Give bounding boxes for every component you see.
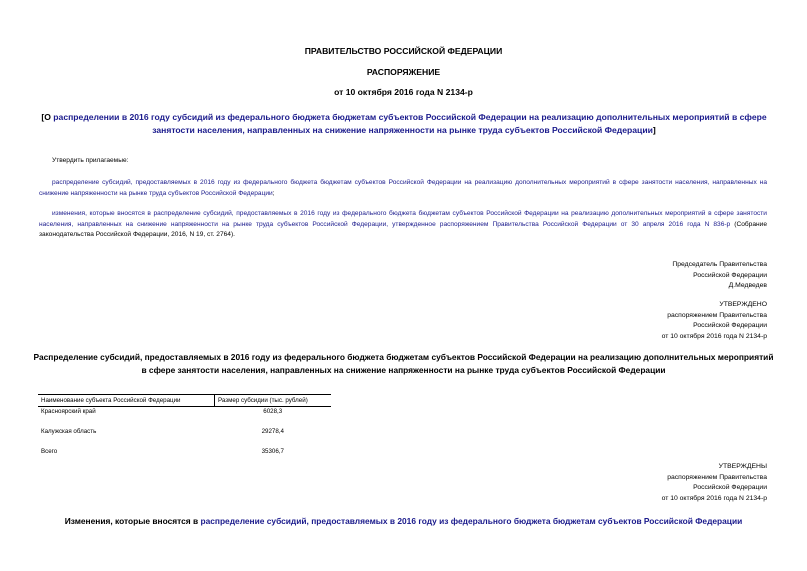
document-type-heading: РАСПОРЯЖЕНИЕ: [366, 67, 441, 77]
document-title: [34, 111, 774, 136]
table-row: [38, 407, 331, 428]
approved1-line-4: от 10 октября 2016 года N 2134-р: [661, 332, 767, 340]
section2-link[interactable]: распределение субсидий, предоставляемых в 2016 году из федерального бюджета бюджетам субъектов Российской Федерации: [200, 516, 743, 526]
approved2-line-2: распоряжением Правительства: [667, 473, 767, 481]
title-link[interactable]: распределении в 2016 году субсидий из федерального бюджета бюджетам субъектов Российской Федерации на реализацию дополнительных мероприятий в сфере занятости населения, направленных на снижение напряженности на рынке труда субъектов Российской Федерации: [53, 112, 767, 135]
signature-block: [567, 260, 767, 292]
table-cell-amount: 35306,7: [261, 448, 284, 455]
government-heading: ПРАВИТЕЛЬСТВО РОССИЙСКОЙ ФЕДЕРАЦИИ: [304, 46, 503, 56]
approved2-line-4: от 10 октября 2016 года N 2134-р: [661, 494, 767, 502]
table-cell-amount: 6028,3: [263, 408, 283, 415]
approved1-line-3: Российской Федерации: [693, 322, 767, 330]
section2-title: [30, 515, 777, 528]
item1-suffix: ;: [272, 189, 275, 197]
approved-block-1: [567, 300, 767, 342]
signature-line-1: Председатель Правительства: [672, 261, 767, 268]
document-date-number: от 10 октября 2016 года N 2134-р: [334, 87, 473, 97]
subsidy-table: [38, 394, 331, 467]
table-row: [38, 447, 331, 467]
approved-block-2: [567, 462, 767, 504]
section2-prefix: Изменения, которые вносятся в: [64, 516, 201, 526]
item2-link[interactable]: изменения, которые вносятся в распределение субсидий, предоставляемых в 2016 году из федерального бюджета бюджетам субъектов Российской Федерации на реализацию дополнительных мероприятий в сфере занятости населения, направленных на снижение напряженности на рынке труда субъектов Российской Федерации, утвержденное распоряжением Правительства Российской Федерации от 30 апреля 2016 года N 836-р: [39, 210, 767, 228]
table-row: [38, 427, 331, 447]
approved2-line-3: Российской Федерации: [693, 484, 767, 492]
table-cell-region: Калужская область: [41, 428, 97, 435]
approved1-line-2: распоряжением Правительства: [667, 311, 767, 319]
table-header-region: Наименование субъекта Российской Федерации: [38, 395, 215, 407]
title-suffix: ]: [652, 124, 656, 135]
table-cell-amount: 29278,4: [261, 428, 284, 435]
table-cell-region: Всего: [41, 448, 58, 455]
body-item-2: [39, 209, 767, 241]
title-prefix: [О: [41, 112, 54, 122]
table-header-row: [38, 395, 331, 407]
table-header-amount: Размер субсидии (тыс. рублей): [215, 395, 332, 407]
item2-suffix: (Собрание законодательства Российской Федерации, 2016, N 19, ст. 2764).: [39, 220, 767, 238]
section1-title: Распределение субсидий, предоставляемых в 2016 году из федерального бюджета бюджетам субъектов Российской Федерации на реализацию дополнительных мероприятий в сфере занятости населения, направленных на снижение напряженности на рынке труда субъектов Российской Федерации: [33, 352, 774, 375]
approve-text: Утвердить прилагаемые:: [52, 157, 129, 164]
approved2-line-1: УТВЕРЖДЕНЫ: [718, 463, 767, 470]
signature-line-2: Российской Федерации: [693, 271, 767, 279]
body-item-1: [39, 178, 767, 199]
signature-line-3: Д.Медведев: [728, 282, 767, 290]
item1-link[interactable]: распределение субсидий, предоставляемых в 2016 году из федерального бюджета бюджетам субъектов Российской Федерации на реализацию дополнительных мероприятий в сфере занятости населения, направленных на снижение напряженности на рынке труда субъектов Российской Федерации: [39, 179, 767, 197]
table-cell-region: Красноярский край: [41, 408, 96, 415]
approved1-line-1: УТВЕРЖДЕНО: [719, 301, 767, 308]
